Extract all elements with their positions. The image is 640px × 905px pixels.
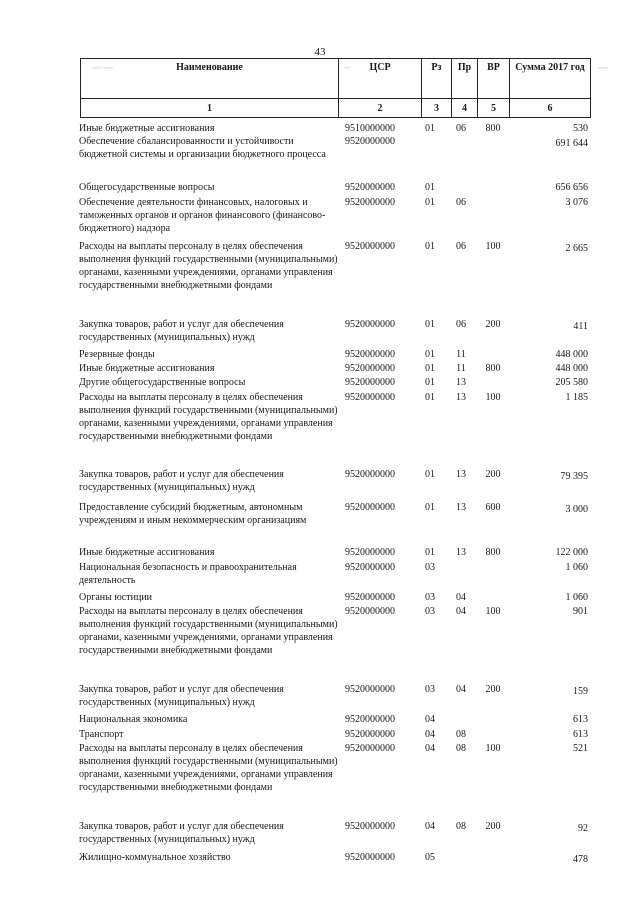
row-sum: 159 bbox=[573, 686, 588, 697]
row-csr: 9510000000 bbox=[345, 123, 395, 134]
row-name: Резервные фонды bbox=[79, 349, 155, 360]
row-sum: 1 060 bbox=[565, 592, 588, 603]
row-sum: 3 076 bbox=[565, 197, 588, 208]
row-csr: 9520000000 bbox=[345, 821, 395, 832]
row-sum: 530 bbox=[573, 123, 588, 134]
row-pr: 06 bbox=[456, 123, 466, 134]
row-csr: 9520000000 bbox=[345, 197, 395, 208]
row-pr: 13 bbox=[456, 502, 466, 513]
row-pr: 11 bbox=[456, 363, 466, 374]
row-rz: 03 bbox=[425, 562, 435, 573]
row-csr: 9520000000 bbox=[345, 606, 395, 617]
row-sum: 79 395 bbox=[560, 471, 588, 482]
row-name: Жилищно-коммунальное хозяйство bbox=[79, 852, 231, 863]
row-csr: 9520000000 bbox=[345, 729, 395, 740]
row-name: Расходы на выплаты персоналу в целях обеспечения выполнения функций государственными (муниципальными) органами, казенными учреждениями, органами управления государственными внебюджетными фондами bbox=[79, 743, 338, 793]
row-name: Другие общегосударственные вопросы bbox=[79, 377, 246, 388]
row-name: Закупка товаров, работ и услуг для обеспечения государственных (муниципальных) нужд bbox=[79, 684, 284, 708]
row-name: Расходы на выплаты персоналу в целях обеспечения выполнения функций государственными (муниципальными) органами, казенными учреждениями, органами управления государственными внебюджетными фондами bbox=[79, 241, 338, 291]
row-rz: 03 bbox=[425, 606, 435, 617]
row-csr: 9520000000 bbox=[345, 241, 395, 252]
row-vr: 100 bbox=[485, 743, 501, 754]
row-pr: 13 bbox=[456, 547, 466, 558]
row-pr: 06 bbox=[456, 197, 466, 208]
header-num-3: 3 bbox=[421, 98, 451, 118]
row-rz: 05 bbox=[425, 852, 435, 863]
row-csr: 9520000000 bbox=[345, 714, 395, 725]
row-vr: 200 bbox=[485, 684, 501, 695]
row-sum: 656 656 bbox=[555, 182, 588, 193]
row-csr: 9520000000 bbox=[345, 392, 395, 403]
header-num-4: 4 bbox=[451, 98, 477, 118]
row-pr: 06 bbox=[456, 241, 466, 252]
header-sum: Сумма 2017 год bbox=[509, 58, 591, 98]
header-num-2: 2 bbox=[338, 98, 421, 118]
row-csr: 9520000000 bbox=[345, 469, 395, 480]
row-sum: 92 bbox=[578, 823, 588, 834]
row-name: Транспорт bbox=[79, 729, 124, 740]
row-name: Органы юстиции bbox=[79, 592, 153, 603]
row-rz: 01 bbox=[425, 197, 435, 208]
row-csr: 9520000000 bbox=[345, 319, 395, 330]
row-csr: 9520000000 bbox=[345, 502, 395, 513]
row-rz: 01 bbox=[425, 182, 435, 193]
row-csr: 9520000000 bbox=[345, 349, 395, 360]
row-csr: 9520000000 bbox=[345, 852, 395, 863]
row-vr: 200 bbox=[485, 469, 501, 480]
row-sum: 448 000 bbox=[555, 363, 588, 374]
row-sum: 691 644 bbox=[555, 138, 588, 149]
row-sum: 122 000 bbox=[555, 547, 588, 558]
row-rz: 01 bbox=[425, 363, 435, 374]
faint-mark-right: ~~~ bbox=[598, 66, 608, 72]
row-rz: 04 bbox=[425, 729, 435, 740]
row-vr: 800 bbox=[485, 547, 501, 558]
row-csr: 9520000000 bbox=[345, 684, 395, 695]
faint-mark-left: ~~~ ~~~ bbox=[92, 66, 113, 72]
row-csr: 9520000000 bbox=[345, 592, 395, 603]
page-number: 43 bbox=[314, 46, 326, 58]
row-pr: 06 bbox=[456, 319, 466, 330]
row-name: Общегосударственные вопросы bbox=[79, 182, 215, 193]
row-vr: 800 bbox=[485, 123, 501, 134]
row-pr: 13 bbox=[456, 469, 466, 480]
row-name: Обеспечение сбалансированности и устойчивости бюджетной системы и организации бюджетного процесса bbox=[79, 136, 326, 160]
row-name: Иные бюджетные ассигнования bbox=[79, 547, 215, 558]
row-sum: 2 665 bbox=[565, 243, 588, 254]
row-sum: 613 bbox=[573, 729, 588, 740]
row-name: Национальная безопасность и правоохранительная деятельность bbox=[79, 562, 297, 586]
row-vr: 100 bbox=[485, 606, 501, 617]
row-name: Закупка товаров, работ и услуг для обеспечения государственных (муниципальных) нужд bbox=[79, 319, 284, 343]
header-num-5: 5 bbox=[477, 98, 509, 118]
row-csr: 9520000000 bbox=[345, 136, 395, 147]
row-pr: 13 bbox=[456, 377, 466, 388]
row-sum: 613 bbox=[573, 714, 588, 725]
row-name: Иные бюджетные ассигнования bbox=[79, 363, 215, 374]
row-sum: 1 185 bbox=[565, 392, 588, 403]
row-rz: 04 bbox=[425, 714, 435, 725]
row-pr: 11 bbox=[456, 349, 466, 360]
row-vr: 600 bbox=[485, 502, 501, 513]
header-num-1: 1 bbox=[80, 98, 338, 118]
row-rz: 01 bbox=[425, 547, 435, 558]
row-name: Расходы на выплаты персоналу в целях обеспечения выполнения функций государственными (муниципальными) органами, казенными учреждениями, органами управления государственными внебюджетными фондами bbox=[79, 392, 338, 442]
row-rz: 04 bbox=[425, 743, 435, 754]
row-name: Национальная экономика bbox=[79, 714, 188, 725]
row-csr: 9520000000 bbox=[345, 743, 395, 754]
row-pr: 04 bbox=[456, 606, 466, 617]
row-name: Обеспечение деятельности финансовых, налоговых и таможенных органов и органов финансового (финансово-бюджетного) надзора bbox=[79, 197, 326, 234]
row-csr: 9520000000 bbox=[345, 547, 395, 558]
row-sum: 478 bbox=[573, 854, 588, 865]
row-rz: 01 bbox=[425, 377, 435, 388]
header-num-6: 6 bbox=[509, 98, 591, 118]
row-sum: 3 000 bbox=[565, 504, 588, 515]
row-pr: 04 bbox=[456, 684, 466, 695]
row-sum: 1 060 bbox=[565, 562, 588, 573]
row-rz: 01 bbox=[425, 241, 435, 252]
row-vr: 100 bbox=[485, 241, 501, 252]
row-rz: 01 bbox=[425, 469, 435, 480]
header-rz: Рз bbox=[421, 58, 451, 98]
row-rz: 04 bbox=[425, 821, 435, 832]
row-rz: 01 bbox=[425, 123, 435, 134]
row-pr: 08 bbox=[456, 743, 466, 754]
row-csr: 9520000000 bbox=[345, 363, 395, 374]
row-vr: 200 bbox=[485, 821, 501, 832]
header-vr: ВР bbox=[477, 58, 509, 98]
row-sum: 901 bbox=[573, 606, 588, 617]
row-rz: 01 bbox=[425, 502, 435, 513]
header-pr: Пр bbox=[451, 58, 477, 98]
row-pr: 08 bbox=[456, 821, 466, 832]
row-rz: 01 bbox=[425, 349, 435, 360]
row-pr: 13 bbox=[456, 392, 466, 403]
row-sum: 411 bbox=[573, 321, 588, 332]
row-sum: 448 000 bbox=[555, 349, 588, 360]
row-name: Закупка товаров, работ и услуг для обеспечения государственных (муниципальных) нужд bbox=[79, 821, 284, 845]
row-rz: 01 bbox=[425, 319, 435, 330]
row-rz: 01 bbox=[425, 392, 435, 403]
faint-mark-csr: ~~ bbox=[344, 66, 351, 72]
row-sum: 521 bbox=[573, 743, 588, 754]
row-sum: 205 580 bbox=[555, 377, 588, 388]
header-name: Наименование bbox=[80, 58, 338, 98]
row-pr: 08 bbox=[456, 729, 466, 740]
row-vr: 800 bbox=[485, 363, 501, 374]
header-csr: ЦСР bbox=[338, 58, 421, 98]
row-name: Предоставление субсидий бюджетным, автономным учреждениям и иным некоммерческим организациям bbox=[79, 502, 307, 526]
row-rz: 03 bbox=[425, 592, 435, 603]
row-csr: 9520000000 bbox=[345, 562, 395, 573]
row-name: Иные бюджетные ассигнования bbox=[79, 123, 215, 134]
row-vr: 200 bbox=[485, 319, 501, 330]
row-csr: 9520000000 bbox=[345, 377, 395, 388]
row-rz: 03 bbox=[425, 684, 435, 695]
row-name: Закупка товаров, работ и услуг для обеспечения государственных (муниципальных) нужд bbox=[79, 469, 284, 493]
row-name: Расходы на выплаты персоналу в целях обеспечения выполнения функций государственными (муниципальными) органами, казенными учреждениями, органами управления государственными внебюджетными фондами bbox=[79, 606, 338, 656]
row-pr: 04 bbox=[456, 592, 466, 603]
row-vr: 100 bbox=[485, 392, 501, 403]
row-csr: 9520000000 bbox=[345, 182, 395, 193]
